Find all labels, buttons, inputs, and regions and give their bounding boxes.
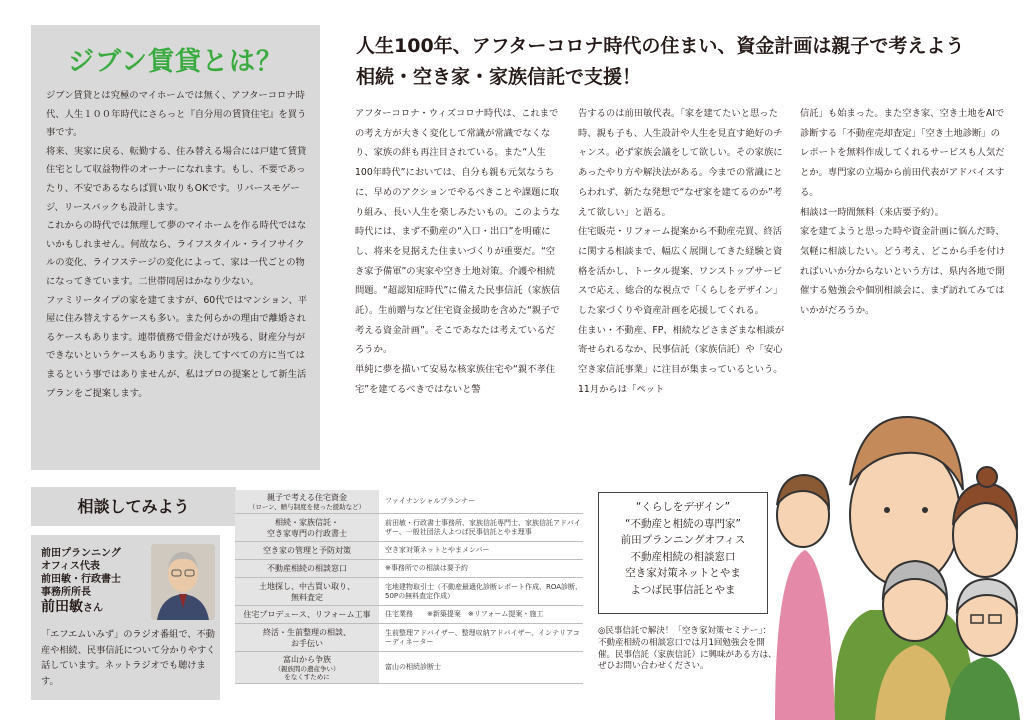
- service-label-sub: （ローン、贈与制度を使った援助など）: [248, 503, 366, 511]
- portrait-photo: [151, 544, 215, 620]
- profile-title-line: オフィス代表: [41, 561, 100, 572]
- service-value: ※事務所での相談は要予約: [379, 560, 583, 578]
- company-line: よつば民事信託とやま: [630, 583, 736, 596]
- article-paragraph: 家を建てようと思った時や資金計画に悩んだ時、気軽に相談したい。どう考え、どこから手を付ければいいか分からないという方は、県内各地で開催する勉強会や個別相談会に、まず訪れてみてはいかがだろうか。: [800, 226, 1006, 317]
- service-label-text: 親子で考える住宅資金: [267, 493, 347, 502]
- service-value: 宅地建物取引士（不動産最適化診断レポート作成、ROA診断、50Pの無料査定作成）: [379, 578, 583, 606]
- service-label-sub: （親族間の遺産争い） をなくすために: [274, 665, 340, 681]
- service-value: 空き家対策ネットとやまメンバー: [379, 542, 583, 560]
- article-paragraph: 単純に夢を描いて安易な核家族住宅や“親不孝住宅”を建てるべきではないと警: [355, 364, 556, 395]
- profile-title-line: 事務所所長: [41, 587, 91, 598]
- services-row: [235, 514, 583, 542]
- profile-honorific: さん: [83, 603, 103, 614]
- services-row: [235, 606, 583, 624]
- company-line: “不動産と相続の専門家”: [625, 517, 741, 530]
- service-label-text: 終活・生前整理の相談、 お手伝い: [263, 627, 351, 648]
- service-label: [235, 490, 379, 514]
- about-paragraph: 将来、実家に戻る、転勤する、住み替える場合には戸建て賃貸住宅として収益物件のオーナーになれます。もし、不要であったり、不安であるならば買い取りもOKです。リバースモゲージ、リースバックも設計します。: [46, 145, 307, 213]
- service-label-text: 相続・家族信託・ 空き家専門の行政書士: [267, 517, 347, 538]
- services-row: [235, 490, 583, 514]
- company-line: 不動産相続の相談窓口: [630, 550, 736, 563]
- company-box: [598, 492, 768, 614]
- service-label-text: 富山から争族: [283, 655, 331, 664]
- headline-line-1: 人生100年、アフターコロナ時代の住まい、資金計画は親子で考えよう: [356, 35, 965, 57]
- profile-title-line: 前田プランニング: [41, 548, 121, 559]
- article-paragraph: 相談は一時間無料（来店要予約）。: [800, 206, 945, 218]
- service-label: [235, 578, 379, 606]
- consult-title: 相談してみよう: [31, 487, 236, 526]
- service-label: [235, 542, 379, 560]
- headline: [356, 31, 1006, 93]
- article-column-3: [800, 104, 1008, 321]
- profile-card: [31, 535, 220, 700]
- article-column-1: [355, 104, 563, 400]
- service-label: [235, 514, 379, 542]
- service-value: 生前整理アドバイザー、整理収納アドバイザー、インテリアコーディネーター: [379, 624, 583, 652]
- company-line: 空き家対策ネットとやま: [625, 567, 741, 579]
- article-paragraph: 住まい・不動産、FP、相続などさまざまな相談が寄せられるなか、民事信託（家族信託）や「安心空き家信託事業」に注目が集まっているという。11月からは「ペット: [578, 324, 785, 395]
- about-paragraph: ジブン賃貸とは究極のマイホームでは無く、アフターコロナ時代、人生１００年時代にさらっと『自分用の賃貸住宅』を買う事です。: [46, 90, 307, 139]
- seminar-note: ◎民事信託で解決！「空き家対策セミナー」：不動産相続の相談窓口では月1回勉強会を開催。民事信託（家族信託）に興味がある方は、ぜひお問い合わせください。: [598, 626, 777, 672]
- service-label: [235, 606, 379, 624]
- about-title: ジブン賃貸とは？: [68, 47, 283, 77]
- profile-name: 前田敏: [41, 599, 83, 615]
- about-paragraph: ファミリータイプの家を建てますが、60代ではマンション、平屋に住み替えするケースも多い。また何らかの理由で離婚されるケースもあります。連帯債務で借金だけが残る、財産分与ができないというケースもあります。決してすべての方に当てはまるという事ではありませんが、私はプロの提案として新生活プランをご提案します。: [46, 294, 308, 399]
- service-label: [235, 624, 379, 652]
- article-column-2: [578, 104, 786, 400]
- service-label: [235, 652, 379, 684]
- service-value: 富山の相続診断士: [379, 652, 583, 684]
- article-paragraph: 信託」も始まった。また空き家、空き土地をAIで診断する「不動産売却査定」「空き土地診断」のレポートを無料作成してくれるサービスも人気だとか。専門家の立場から前田代表がアドバイスする。: [800, 108, 1005, 198]
- service-label-text: 空き家の管理と予防対策: [263, 546, 351, 555]
- service-label: [235, 560, 379, 578]
- service-value: ファイナンシャルプランナー: [379, 490, 583, 514]
- company-line: “くらしをデザイン”: [635, 501, 731, 513]
- article-paragraph: アフターコロナ・ウィズコロナ時代は、これまでの考え方が大きく変化して常識が常識でなくなり、家族の絆も再注目されている。また“人生100年時代”においては、自分も親も元気なうちに、早めのアクションでやるべきことや課題に取り組み、長い人生を楽しみたいもの。このような時代には、まず不動産の“入口・出口”を明確にし、将来を見据えた住まいづくりが重要だ。“空き家予備軍”の実家や空き土地対策。介護や相続問題。“超認知症時代”に備えた民事信託（家族信託）。生前贈与など住宅資金援助を含めた“親子で考える資金計画”。そこであなたは考えているだろうか。: [355, 108, 560, 356]
- service-value: 前田敏・行政書士事務所、家族信託専門士、家族信託アドバイザー、一般社団法人よつば民事信託とやま理事: [379, 514, 583, 542]
- service-value: 住宅業務 ※新築提案 ※リフォーム提案・施工: [379, 606, 583, 624]
- services-row: [235, 624, 583, 652]
- service-label-text: 土地探し、中古買い取り、 無料査定: [259, 581, 355, 602]
- services-row: [235, 578, 583, 606]
- service-label-text: 住宅プロデュース、リフォーム工事: [243, 610, 371, 619]
- services-row: [235, 542, 583, 560]
- services-row: [235, 560, 583, 578]
- services-table: [235, 490, 583, 684]
- profile-name-block: [41, 547, 151, 615]
- about-section: [31, 25, 320, 470]
- headline-line-2: 相続・空き家・家族信託で支援！: [356, 66, 642, 88]
- service-label-text: 不動産相続の相談窓口: [267, 564, 347, 573]
- about-body: [46, 87, 308, 403]
- profile-description: 「エフエムいみず」のラジオ番組で、不動産や相続、民事信託について分かりやすく話しています。ネットラジオでも聴けます。: [41, 629, 216, 687]
- company-line: 前田プランニングオフィス: [620, 534, 746, 546]
- article-paragraph: 住宅販売・リフォーム提案から不動産売買、終活に関する相談まで、幅広く展開してきた経験と資格を活かし、トータル提案、ワンストップサービスで応え、総合的な視点で「くらしをデザイン」した家づくりや資産計画を応援してくれる。: [578, 226, 783, 317]
- about-paragraph: これからの時代では無理して夢のマイホームを作る時代ではないかもしれません。何故なら、ライフスタイル・ライフサイクルの変化、ライフステージの変化によって、家は一代ごとの物になってきています。二世帯同居はかなり少ない。: [46, 220, 307, 287]
- article-paragraph: 告するのは前田敏代表。「家を建てたいと思った時、親も子も、人生設計や人生を見直す絶好のチャンス。必ず家族会議をして欲しい。その家族にあったやり方や解決法がある。今までの常識にとらわれず、新たな発想で“なぜ家を建てるのか”考えて欲しい」と語る。: [578, 108, 783, 218]
- services-row: [235, 652, 583, 684]
- family-illustration: [775, 375, 1020, 720]
- profile-title-line: 前田敏・行政書士: [41, 574, 121, 585]
